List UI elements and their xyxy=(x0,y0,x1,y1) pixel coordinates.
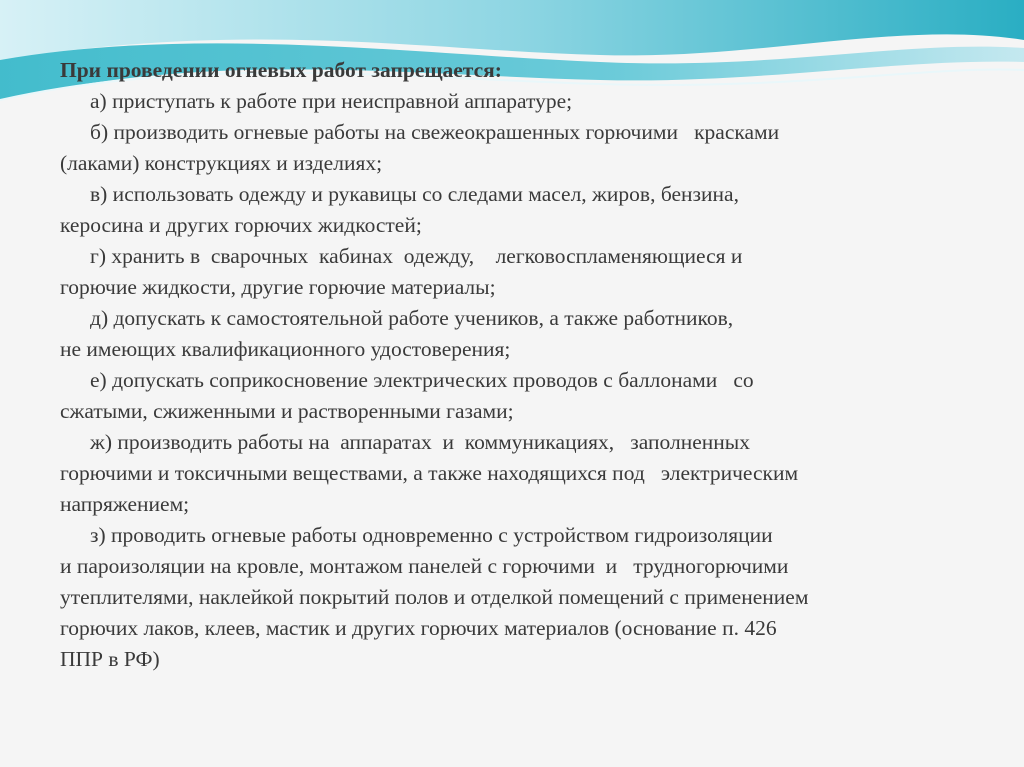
text-line: г) хранить в сварочных кабинах одежду, легковоспламеняющиеся и xyxy=(90,244,743,268)
text-line: не имеющих квалификационного удостоверения; xyxy=(60,337,511,361)
text-line: а) приступать к работе при неисправной аппаратуре; xyxy=(90,89,573,113)
text-line: горючими и токсичными веществами, а также находящихся под электрическим xyxy=(60,461,799,485)
text-line: утеплителями, наклейкой покрытий полов и отделкой помещений с применением xyxy=(60,585,809,609)
text-line: б) производить огневые работы на свежеокрашенных горючими красками xyxy=(90,120,780,144)
text-line: з) проводить огневые работы одновременно с устройством гидроизоляции xyxy=(90,523,773,547)
text-line: (лаками) конструкциях и изделиях; xyxy=(60,151,383,175)
text-line: сжатыми, сжиженными и растворенными газами; xyxy=(60,399,514,423)
text-line: е) допускать соприкосновение электрических проводов с баллонами со xyxy=(90,368,754,392)
text-line: и пароизоляции на кровле, монтажом панелей с горючими и трудногорючими xyxy=(60,554,789,578)
slide-heading: При проведении огневых работ запрещается: xyxy=(60,58,502,82)
text-line: напряжением; xyxy=(60,492,190,516)
text-line: керосина и других горючих жидкостей; xyxy=(60,213,422,237)
slide-content xyxy=(60,55,980,675)
text-line: д) допускать к самостоятельной работе учеников, а также работников, xyxy=(90,306,734,330)
text-line: ж) производить работы на аппаратах и коммуникациях, заполненных xyxy=(90,430,750,454)
text-line: горючие жидкости, другие горючие материалы; xyxy=(60,275,496,299)
text-line: в) использовать одежду и рукавицы со следами масел, жиров, бензина, xyxy=(90,182,739,206)
text-line: ППР в РФ) xyxy=(60,647,160,671)
text-line: горючих лаков, клеев, мастик и других горючих материалов (основание п. 426 xyxy=(60,616,777,640)
